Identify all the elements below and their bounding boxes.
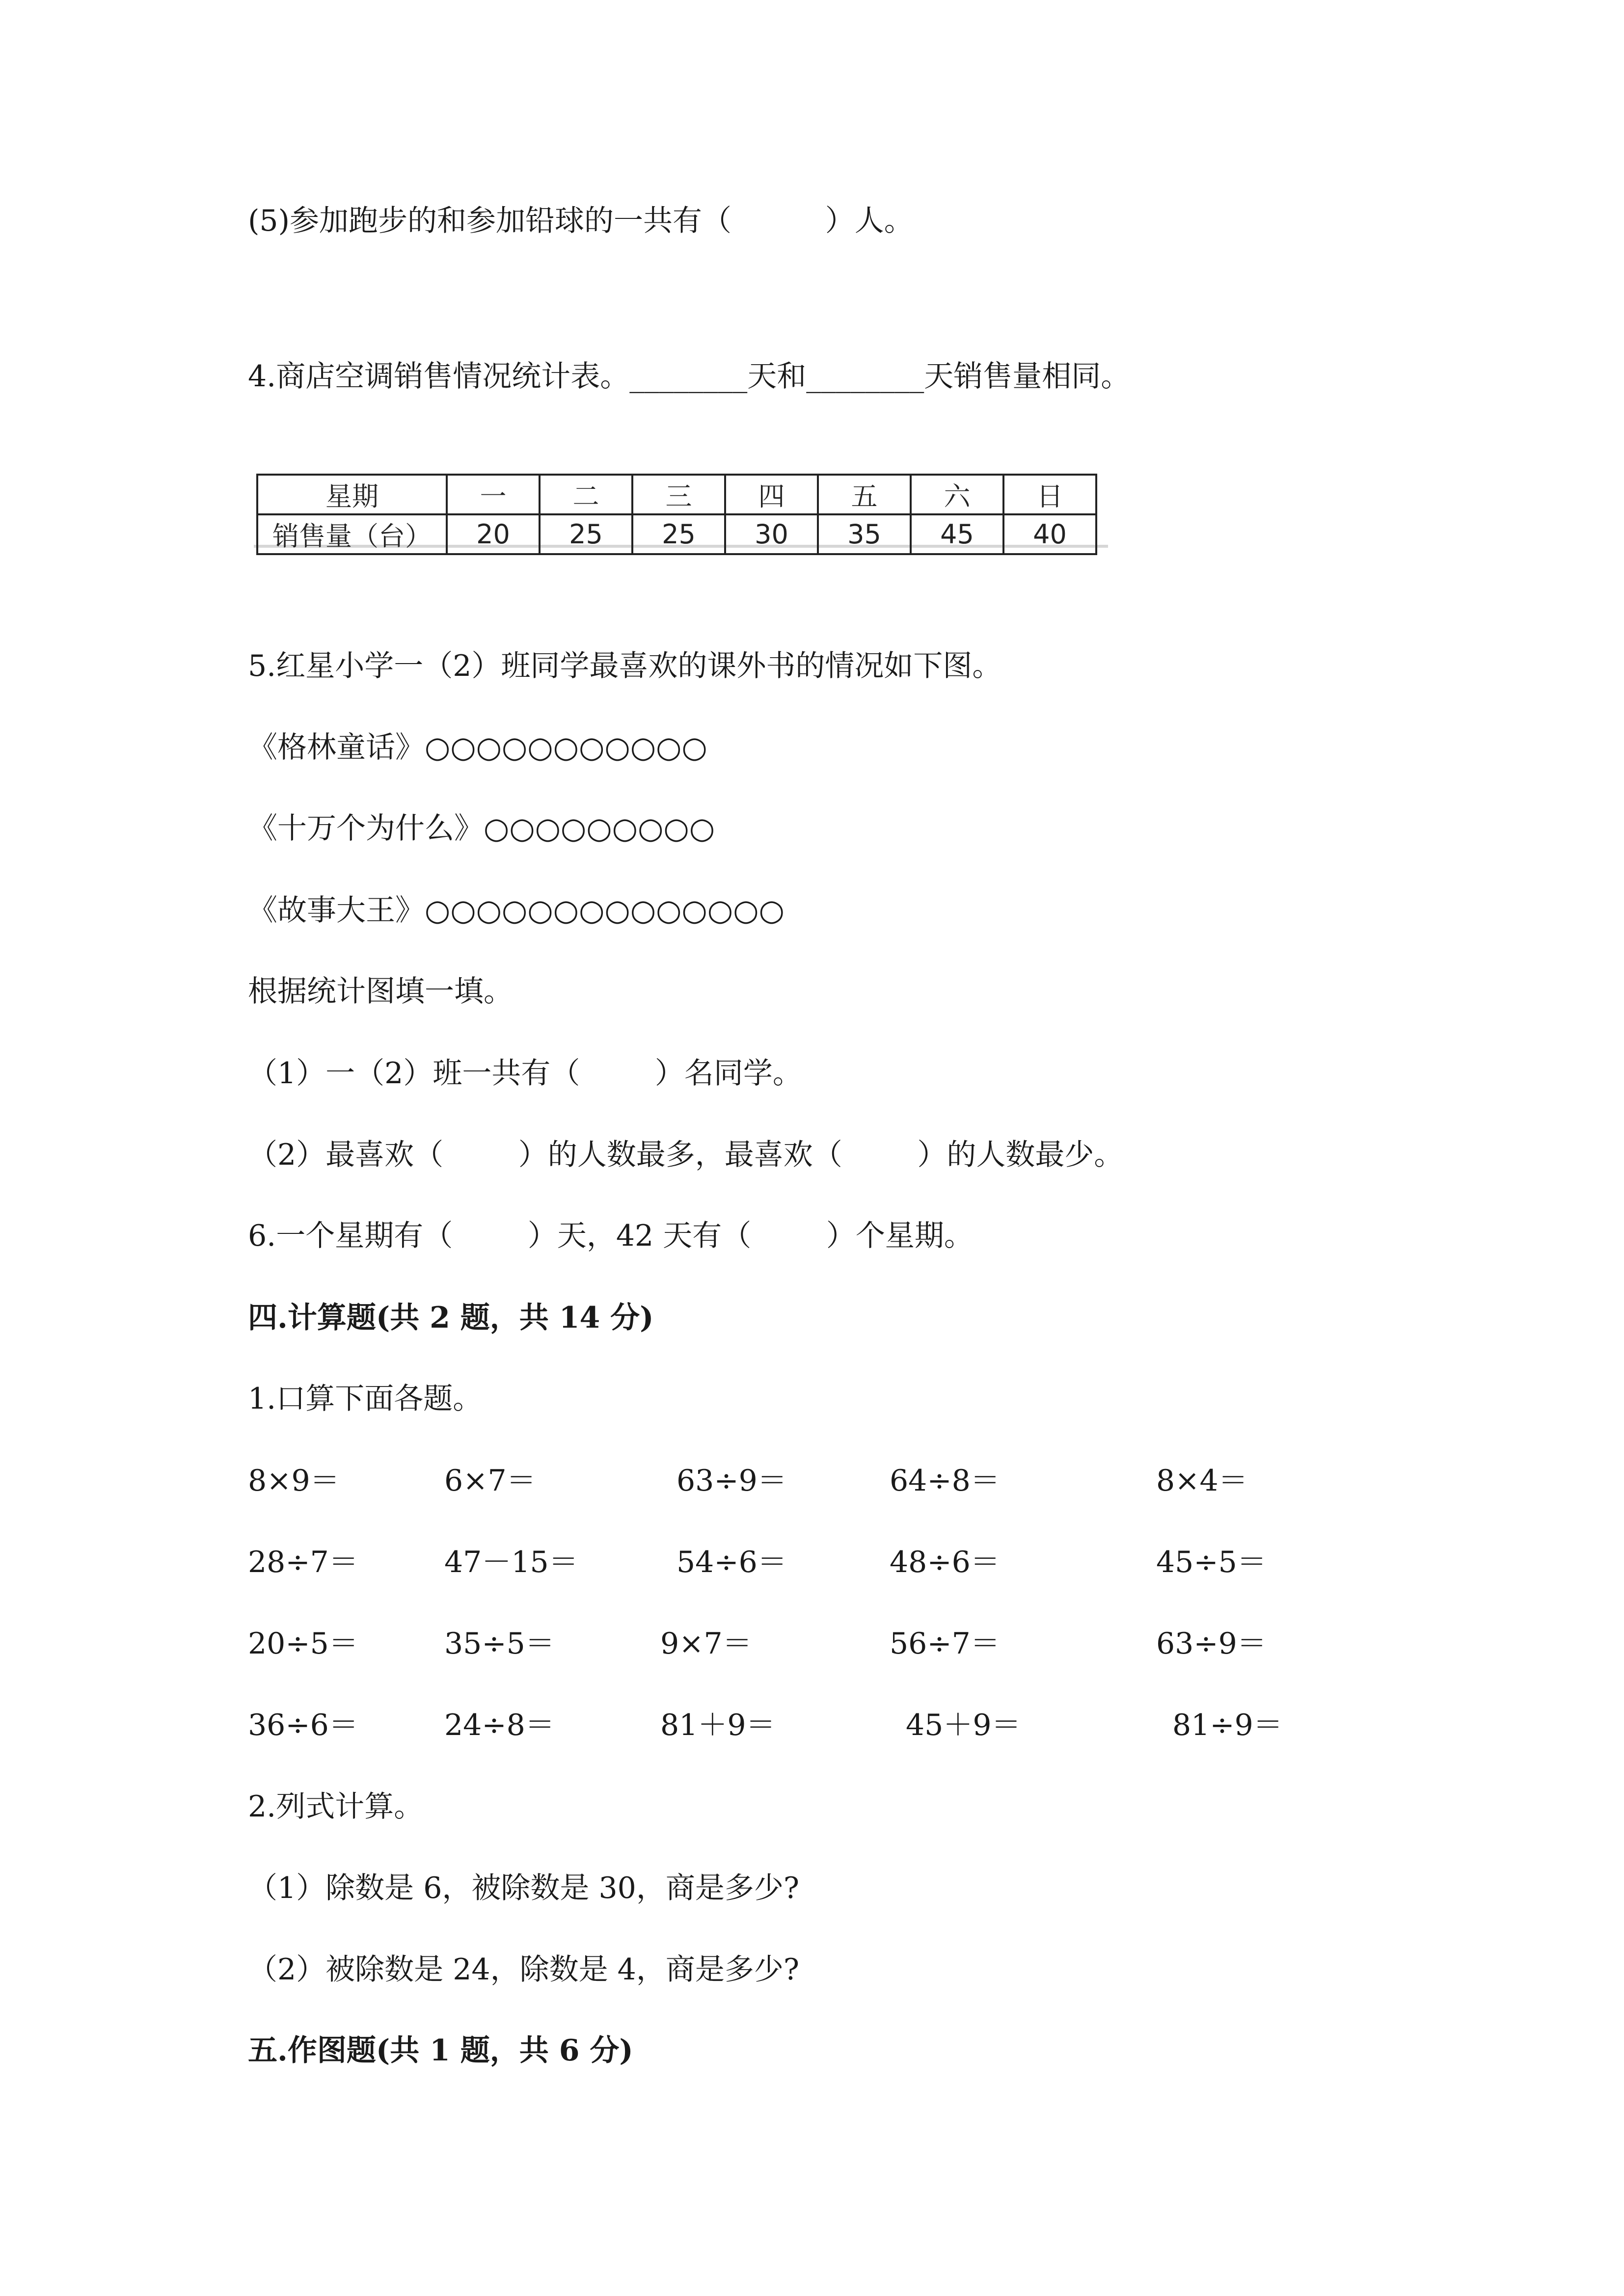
table-cell: 星期 <box>257 475 447 514</box>
calc-1-title: 1.口算下面各题。 <box>248 1382 483 1416</box>
table-cell: 日 <box>1003 475 1096 514</box>
sales-table <box>256 474 1097 555</box>
oral-item: 47－15＝ <box>444 1545 578 1579</box>
calc-2-sub1: （1）除数是 6，被除数是 30，商是多少? <box>248 1871 800 1905</box>
question-5-prompt: 根据统计图填一填。 <box>248 974 513 1009</box>
oral-item: 81÷9＝ <box>1172 1708 1283 1742</box>
oral-item: 81＋9＝ <box>660 1708 776 1742</box>
calc-2-title: 2.列式计算。 <box>248 1789 424 1824</box>
table-cell: 20 <box>447 514 540 554</box>
table-cell: 30 <box>725 514 818 554</box>
table-cell: 35 <box>818 514 911 554</box>
calc-2-sub2: （2）被除数是 24，除数是 4，商是多少? <box>248 1952 800 1987</box>
oral-item: 63÷9＝ <box>677 1464 787 1498</box>
table-cell: 三 <box>632 475 725 514</box>
oral-item: 8×4＝ <box>1156 1464 1248 1498</box>
oral-item: 35÷5＝ <box>444 1627 555 1661</box>
question-5-sub1: （1）一（2）班一共有（ ）名同学。 <box>248 1056 802 1091</box>
question-5-sub2: （2）最喜欢（ ）的人数最多，最喜欢（ ）的人数最少。 <box>248 1138 1124 1172</box>
oral-item: 54÷6＝ <box>677 1545 787 1579</box>
table-cell: 25 <box>540 514 632 554</box>
table-cell: 五 <box>818 475 911 514</box>
oral-item: 45＋9＝ <box>906 1708 1021 1742</box>
oral-item: 48÷6＝ <box>890 1545 1000 1579</box>
oral-item: 9×7＝ <box>660 1627 752 1661</box>
book-row-stories: 《故事大王》○○○○○○○○○○○○○○ <box>248 893 785 928</box>
oral-item: 8×9＝ <box>248 1464 340 1498</box>
oral-item: 45÷5＝ <box>1156 1545 1267 1579</box>
question-5-text: 5.红星小学一（2）班同学最喜欢的课外书的情况如下图。 <box>248 649 1002 683</box>
table-cell: 45 <box>911 514 1003 554</box>
table-cell: 一 <box>447 475 540 514</box>
question-3-sub5: (5)参加跑步的和参加铅球的一共有（ ）人。 <box>248 204 914 238</box>
oral-item: 64÷8＝ <box>890 1464 1000 1498</box>
oral-item: 20÷5＝ <box>248 1627 358 1661</box>
table-header-row <box>257 475 1096 514</box>
table-cell: 25 <box>632 514 725 554</box>
table-cell: 六 <box>911 475 1003 514</box>
question-4-text: 4.商店空调销售情况统计表。________天和________天销售量相同。 <box>248 359 1131 394</box>
oral-item: 63÷9＝ <box>1156 1627 1267 1661</box>
oral-item: 36÷6＝ <box>248 1708 358 1742</box>
oral-item: 28÷7＝ <box>248 1545 358 1579</box>
table-value-row <box>257 514 1096 554</box>
book-row-grimm: 《格林童话》○○○○○○○○○○○ <box>248 730 707 765</box>
table-cell: 二 <box>540 475 632 514</box>
table-cell: 40 <box>1003 514 1096 554</box>
table-cell: 销售量（台） <box>257 514 447 554</box>
question-6-text: 6.一个星期有（ ）天，42 天有（ ）个星期。 <box>248 1219 974 1253</box>
oral-item: 6×7＝ <box>444 1464 536 1498</box>
book-row-why: 《十万个为什么》○○○○○○○○○ <box>248 811 715 846</box>
section-4-title: 四.计算题(共 2 题，共 14 分) <box>248 1301 654 1335</box>
oral-item: 56÷7＝ <box>890 1627 1000 1661</box>
table-cell: 四 <box>725 475 818 514</box>
section-5-title: 五.作图题(共 1 题，共 6 分) <box>248 2033 633 2068</box>
oral-item: 24÷8＝ <box>444 1708 555 1742</box>
